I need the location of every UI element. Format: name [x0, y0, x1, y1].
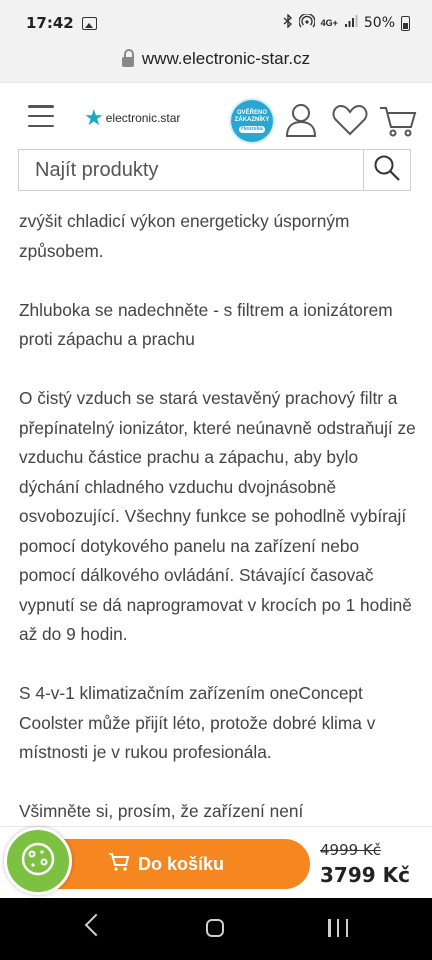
url-text[interactable]: www.electronic-star.cz — [141, 49, 311, 68]
heart-icon[interactable] — [330, 100, 370, 140]
search-input[interactable] — [19, 150, 363, 190]
site-logo[interactable] — [84, 105, 181, 130]
current-price: 3799 Kč — [320, 863, 410, 887]
hotspot-icon — [299, 14, 315, 32]
cookie-icon — [18, 839, 58, 884]
signal-icon — [344, 14, 358, 32]
price-block — [320, 841, 410, 887]
status-time: 17:42 — [26, 14, 74, 32]
status-icons — [283, 14, 410, 32]
recent-apps-icon[interactable] — [328, 919, 348, 937]
search-button[interactable] — [363, 150, 410, 190]
cookie-settings-button[interactable] — [4, 827, 72, 895]
menu-icon[interactable] — [28, 105, 54, 127]
description-paragraph: zvýšit chladicí výkon energeticky úsporným způsobem. — [19, 211, 350, 261]
search-box — [18, 149, 411, 191]
description-paragraph: O čistý vzduch se stará vestavěný prachový filtr a přepínatelný ionizátor, které neúnavně odstraňují ze vzduchu částice prachu a zápachu, aby bylo dýchání chladného vzduchu dvojnásobně osvobozující. Všechny funkce se pohodlně vybírají pomocí dotykového panelu na zařízení nebo pomocí dálkového ovládání. Stávající časovač vypnutí se dá naprogramovat v krocích po 1 hodině až do 9 hodin. — [19, 388, 416, 644]
description-paragraph: S 4-v-1 klimatizačním zařízením oneConcept Coolster může přijít léto, protože dobré klima v místnosti je v rukou profesionála. — [19, 683, 376, 762]
search-icon — [373, 154, 401, 187]
purchase-bar — [0, 826, 432, 899]
badge-line-1: OVĚŘENO — [236, 109, 267, 116]
user-account-icon[interactable] — [281, 100, 321, 140]
verified-badge[interactable] — [231, 100, 273, 142]
logo-text: electronic.star — [105, 111, 181, 125]
add-to-cart-label: Do košíku — [137, 853, 225, 874]
bluetooth-icon — [283, 14, 293, 32]
cart-icon — [108, 852, 130, 877]
description-paragraph: Zhluboka se nadechněte - s filtrem a ionizátorem proti zápachu a prachu — [19, 299, 393, 349]
old-price: 4999 Kč — [320, 841, 382, 859]
description-paragraph: Všimněte si, prosím, že zařízení není — [19, 801, 304, 821]
product-description — [19, 207, 419, 856]
back-icon[interactable] — [85, 914, 108, 937]
browser-url-bar[interactable] — [0, 36, 432, 82]
battery-icon — [401, 16, 410, 31]
badge-line-2: ZÁKAZNÍKY — [234, 116, 270, 123]
badge-line-3: Heureka — [241, 125, 263, 132]
star-logo-icon: ★ — [84, 105, 104, 130]
system-nav-bar — [0, 898, 432, 960]
lock-icon — [122, 57, 134, 67]
gallery-notification-icon — [82, 17, 97, 30]
battery-percent: 50% — [363, 15, 395, 31]
network-type: 4G+ — [320, 17, 338, 28]
site-header — [0, 82, 432, 213]
home-icon[interactable] — [206, 919, 224, 937]
cart-icon[interactable] — [378, 100, 418, 140]
